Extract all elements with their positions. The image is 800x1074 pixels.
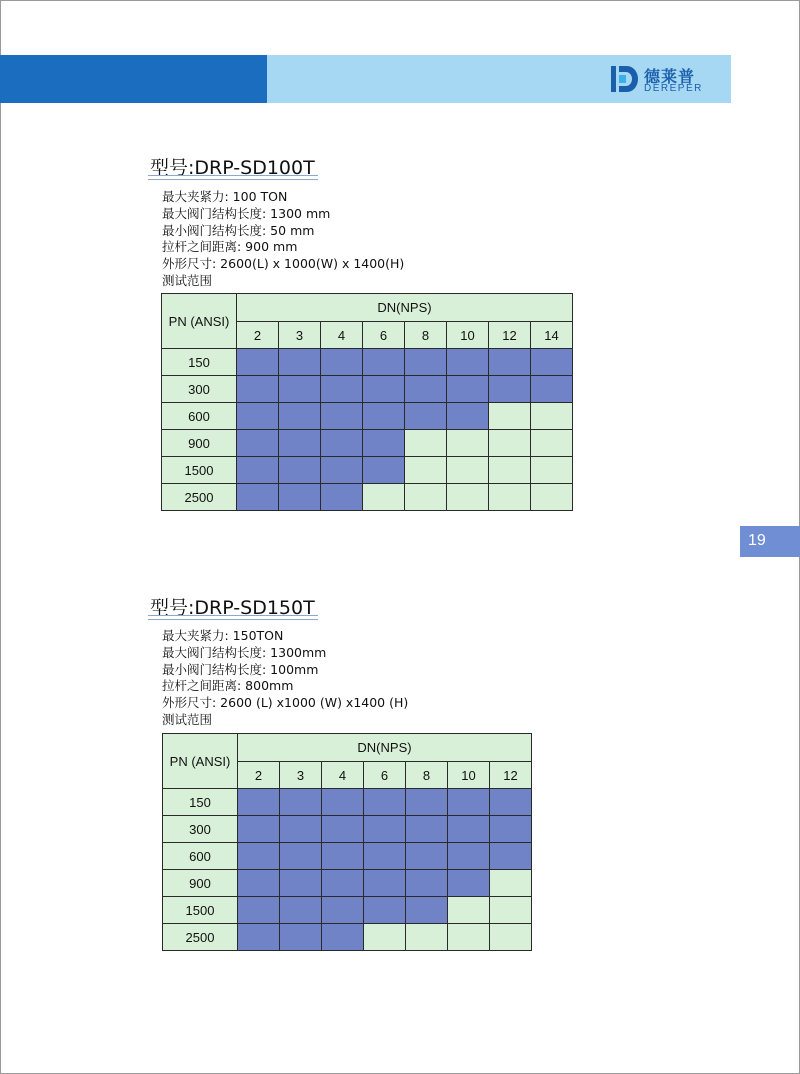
capability-cell-on <box>447 376 489 403</box>
dn-size: 4 <box>321 322 363 349</box>
title-underline <box>148 615 318 620</box>
capability-cell-on <box>322 843 364 870</box>
spec-max-clamp-force: 最大夹紧力: 150TON <box>162 628 284 643</box>
spec-test-range-label: 测试范围 <box>162 272 213 288</box>
dn-size: 6 <box>364 762 406 789</box>
capability-cell-on <box>322 789 364 816</box>
capability-cell-on <box>279 430 321 457</box>
capability-cell-on <box>363 403 405 430</box>
dn-size: 8 <box>405 322 447 349</box>
spec-tie-rod-distance: 拉杆之间距离: 900 mm <box>162 239 298 255</box>
capability-cell-on <box>364 843 406 870</box>
dn-size: 6 <box>363 322 405 349</box>
capability-cell-off <box>531 430 573 457</box>
pn-rating: 150 <box>163 789 238 816</box>
spec-min-valve-length: 最小阀门结构长度: 50 mm <box>162 222 315 238</box>
table-row <box>162 457 573 484</box>
pn-rating: 1500 <box>162 457 237 484</box>
spec-max-valve-length: 最大阀门结构长度: 1300mm <box>162 644 327 660</box>
capability-cell-on <box>364 870 406 897</box>
capability-cell-on <box>321 430 363 457</box>
capability-cell-off <box>489 484 531 511</box>
dereper-logo-icon <box>610 64 638 94</box>
capability-cell-on <box>321 349 363 376</box>
capability-cell-on <box>489 376 531 403</box>
capability-cell-on <box>406 789 448 816</box>
capability-cell-on <box>447 403 489 430</box>
table-row <box>163 897 532 924</box>
spec-max-clamp-force: 最大夹紧力: 100 TON <box>162 189 288 204</box>
capability-cell-on <box>406 843 448 870</box>
brand-logo <box>610 64 720 94</box>
capability-cell-on <box>363 457 405 484</box>
capability-cell-on <box>279 403 321 430</box>
table-row <box>162 376 573 403</box>
dn-size: 10 <box>448 762 490 789</box>
capability-cell-off <box>447 430 489 457</box>
capability-cell-on <box>279 376 321 403</box>
pn-rating: 2500 <box>162 484 237 511</box>
capability-cell-on <box>406 870 448 897</box>
pn-header: PN (ANSI) <box>163 734 238 789</box>
capability-cell-on <box>448 843 490 870</box>
capability-cell-off <box>531 457 573 484</box>
capability-cell-on <box>321 376 363 403</box>
capability-cell-on <box>238 816 280 843</box>
spec-tie-rod-distance: 拉杆之间距离: 800mm <box>162 678 294 694</box>
dn-size: 10 <box>447 322 489 349</box>
capability-cell-on <box>490 843 532 870</box>
capability-cell-on <box>279 349 321 376</box>
capability-cell-off <box>531 484 573 511</box>
capability-cell-on <box>238 897 280 924</box>
dn-size: 14 <box>531 322 573 349</box>
capability-cell-off <box>490 897 532 924</box>
capability-cell-on <box>490 789 532 816</box>
table-row <box>163 924 532 951</box>
capability-cell-on <box>448 789 490 816</box>
test-range-table <box>162 733 532 951</box>
capability-cell-on <box>489 349 531 376</box>
model-title: 型号:DRP-SD150T <box>150 597 315 619</box>
dn-size: 12 <box>490 762 532 789</box>
capability-cell-off <box>448 924 490 951</box>
pn-rating: 1500 <box>163 897 238 924</box>
capability-cell-off <box>405 430 447 457</box>
capability-cell-on <box>322 816 364 843</box>
spec-test-range-label: 测试范围 <box>162 711 213 727</box>
capability-cell-on <box>280 897 322 924</box>
pn-rating: 600 <box>163 843 238 870</box>
capability-cell-on <box>406 897 448 924</box>
capability-cell-on <box>279 457 321 484</box>
test-range-table <box>161 293 573 511</box>
capability-cell-on <box>364 897 406 924</box>
capability-cell-on <box>322 870 364 897</box>
capability-cell-on <box>280 843 322 870</box>
table-row <box>162 484 573 511</box>
capability-cell-on <box>531 349 573 376</box>
capability-cell-on <box>405 349 447 376</box>
header-accent-bar <box>0 55 267 103</box>
title-underline <box>148 175 318 180</box>
capability-cell-on <box>363 430 405 457</box>
pn-rating: 900 <box>163 870 238 897</box>
capability-cell-on <box>363 349 405 376</box>
spec-list <box>162 628 408 729</box>
pn-rating: 2500 <box>163 924 238 951</box>
capability-cell-off <box>489 403 531 430</box>
capability-cell-off <box>489 457 531 484</box>
capability-cell-off <box>405 457 447 484</box>
table-row <box>163 870 532 897</box>
capability-cell-off <box>406 924 448 951</box>
capability-cell-on <box>237 457 279 484</box>
capability-cell-on <box>237 403 279 430</box>
capability-cell-on <box>238 789 280 816</box>
table-row <box>162 403 573 430</box>
capability-cell-on <box>322 924 364 951</box>
capability-cell-on <box>448 870 490 897</box>
capability-cell-off <box>363 484 405 511</box>
capability-cell-on <box>363 376 405 403</box>
spec-list <box>162 189 404 290</box>
capability-cell-on <box>237 376 279 403</box>
capability-cell-on <box>237 430 279 457</box>
brand-name-en: DEREPER <box>644 83 703 94</box>
dn-header: DN(NPS) <box>238 734 532 762</box>
pn-rating: 300 <box>163 816 238 843</box>
capability-cell-off <box>447 484 489 511</box>
capability-cell-off <box>490 924 532 951</box>
capability-cell-on <box>448 816 490 843</box>
capability-cell-on <box>279 484 321 511</box>
capability-cell-on <box>280 924 322 951</box>
capability-cell-on <box>405 403 447 430</box>
capability-cell-on <box>321 484 363 511</box>
dn-size: 3 <box>279 322 321 349</box>
capability-cell-on <box>447 349 489 376</box>
table-row <box>163 789 532 816</box>
capability-cell-on <box>490 816 532 843</box>
table-row <box>162 430 573 457</box>
capability-cell-off <box>364 924 406 951</box>
capability-cell-on <box>237 484 279 511</box>
dn-header: DN(NPS) <box>237 294 573 322</box>
page-number: 19 <box>748 532 766 549</box>
dn-size: 8 <box>406 762 448 789</box>
pn-rating: 300 <box>162 376 237 403</box>
table-row <box>162 349 573 376</box>
spec-dimensions: 外形尺寸: 2600 (L) x1000 (W) x1400 (H) <box>162 695 409 711</box>
table-row <box>163 816 532 843</box>
capability-cell-on <box>238 870 280 897</box>
page-number-tab <box>740 526 800 557</box>
capability-cell-on <box>321 457 363 484</box>
capability-cell-on <box>280 870 322 897</box>
pn-rating: 600 <box>162 403 237 430</box>
capability-cell-on <box>405 376 447 403</box>
capability-cell-off <box>448 897 490 924</box>
capability-cell-on <box>406 816 448 843</box>
capability-cell-on <box>237 349 279 376</box>
dn-size: 3 <box>280 762 322 789</box>
capability-cell-on <box>280 789 322 816</box>
capability-cell-on <box>322 897 364 924</box>
spec-max-valve-length: 最大阀门结构长度: 1300 mm <box>162 205 331 221</box>
dn-size: 4 <box>322 762 364 789</box>
pn-rating: 150 <box>162 349 237 376</box>
dn-size: 2 <box>238 762 280 789</box>
capability-cell-off <box>447 457 489 484</box>
capability-cell-off <box>405 484 447 511</box>
model-title: 型号:DRP-SD100T <box>150 157 315 179</box>
capability-cell-on <box>238 924 280 951</box>
pn-header: PN (ANSI) <box>162 294 237 349</box>
capability-cell-on <box>280 816 322 843</box>
capability-cell-off <box>489 430 531 457</box>
capability-cell-off <box>490 870 532 897</box>
spec-min-valve-length: 最小阀门结构长度: 100mm <box>162 661 319 677</box>
pn-rating: 900 <box>162 430 237 457</box>
table-row <box>163 843 532 870</box>
capability-cell-on <box>364 816 406 843</box>
dn-size: 12 <box>489 322 531 349</box>
dn-size: 2 <box>237 322 279 349</box>
capability-cell-on <box>321 403 363 430</box>
capability-cell-on <box>531 376 573 403</box>
spec-dimensions: 外形尺寸: 2600(L) x 1000(W) x 1400(H) <box>162 256 405 272</box>
capability-cell-off <box>531 403 573 430</box>
capability-cell-on <box>364 789 406 816</box>
brand-name-cn: 德莱普 <box>644 67 696 86</box>
capability-cell-on <box>238 843 280 870</box>
